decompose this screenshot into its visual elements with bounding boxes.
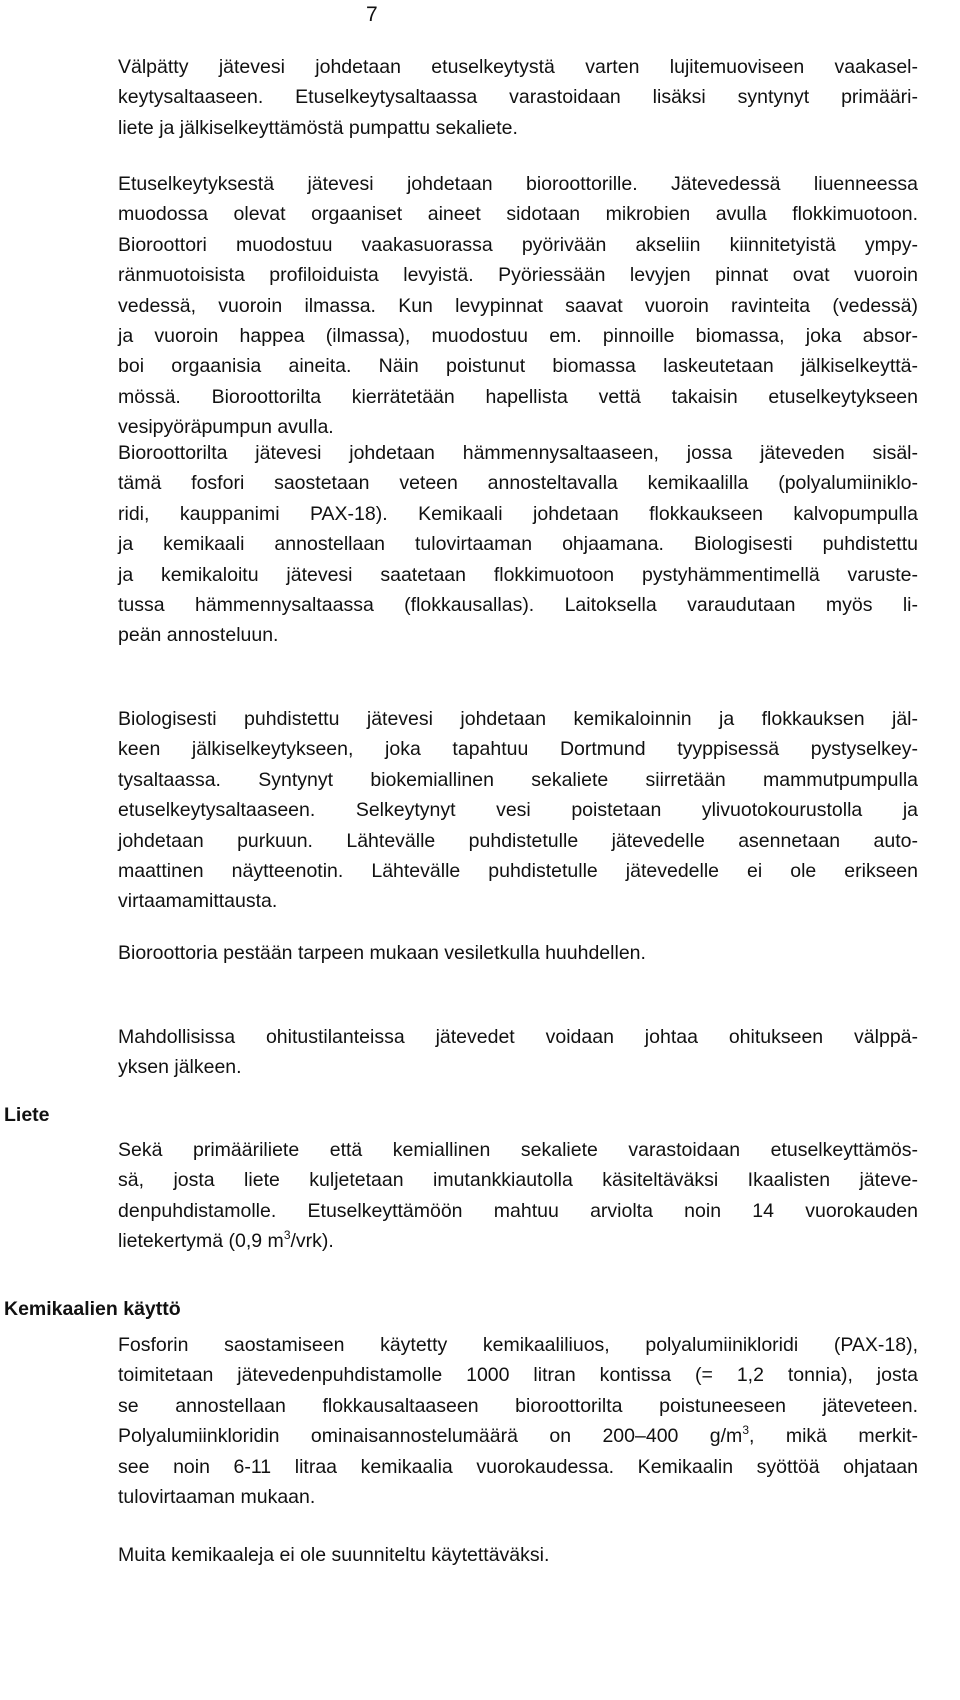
text-line: Välpätty jätevesi johdetaan etuselkeytystä varten lujitemuoviseen vaakasel- (118, 56, 918, 78)
superscript: 3 (742, 1422, 749, 1437)
text-line: Bioroottoria pestään tarpeen mukaan vesiletkulla huuhdellen. (118, 942, 646, 964)
text-line: Bioroottorilta jätevesi johdetaan hämmennysaltaaseen, jossa jäteveden sisäl- (118, 442, 918, 464)
paragraph-1 (118, 52, 918, 143)
paragraph-2 (118, 169, 918, 443)
text-line: ja kemikaloitu jätevesi saatetaan flokkimuotoon pystyhämmentimellä varuste- (118, 563, 918, 586)
text-line: yksen jälkeen. (118, 1056, 242, 1079)
text-line: Mahdollisissa ohitustilanteissa jätevedet voidaan johtaa ohitukseen välppä- (118, 1026, 918, 1048)
text-line: keen jälkiselkeytykseen, joka tapahtuu Dortmund tyyppisessä pystyselkey- (118, 738, 918, 761)
section-liete-text (118, 1135, 918, 1257)
text-line: liete ja jälkiselkeyttämöstä pumpattu sekaliete. (118, 116, 518, 139)
text-line: vedessä, vuoroin ilmassa. Kun levypinnat saavat vuoroin ravinteita (vedessä) (118, 294, 918, 317)
text-line: sä, josta liete kuljetetaan imutankkiautolla käsiteltäväksi Ikaalisten jäteve- (118, 1169, 918, 1192)
text-line: see noin 6-11 litraa kemikaalia vuorokaudessa. Kemikaalin syöttöä ohjataan (118, 1455, 918, 1478)
section-kemikaalit-final (118, 1540, 918, 1570)
text-line: Fosforin saostamiseen käytetty kemikaaliliuos, polyalumiinikloridi (PAX-18), (118, 1334, 918, 1356)
text-line: ränmuotoisista profiloiduista levyistä. Pyöriessään levyjen pinnat ovat vuoroin (118, 264, 918, 287)
text-line: ridi, kauppanimi PAX-18). Kemikaali johdetaan flokkaukseen kalvopumpulla (118, 502, 918, 525)
section-heading-kemikaalit: Kemikaalien käyttö (4, 1298, 181, 1320)
text-line (118, 1226, 918, 1256)
text-line: virtaamamittausta. (118, 890, 278, 913)
text-fragment: Polyalumiinkloridin ominaisannostelumäärä on 200–400 g/m (118, 1425, 743, 1448)
paragraph-5 (118, 938, 918, 968)
text-line: peän annosteluun. (118, 624, 279, 647)
paragraph-6 (118, 1022, 918, 1083)
text-line: keytysaltaaseen. Etuselkeytysaltaassa varastoidaan lisäksi syntynyt primääri- (118, 86, 918, 109)
text-fragment: /vrk). (290, 1230, 334, 1253)
text-line: se annostellaan flokkausaltaaseen bioroottorilta poistuneeseen jäteveteen. (118, 1394, 918, 1417)
text-line: Sekä primääriliete että kemiallinen sekaliete varastoidaan etuselkeyttämös- (118, 1139, 918, 1161)
paragraph-3 (118, 438, 918, 651)
text-line: tämä fosfori saostetaan veteen annosteltavalla kemikaalilla (polyalumiiniklo- (118, 472, 918, 495)
text-line: ja kemikaali annostellaan tulovirtaaman ohjaamana. Biologisesti puhdistettu (118, 533, 918, 556)
text-line: maattinen näytteenotin. Lähtevälle puhdistetulle jätevedelle ei ole erikseen (118, 860, 918, 883)
text-line: denpuhdistamolle. Etuselkeyttämöön mahtuu arviolta noin 14 vuorokauden (118, 1199, 918, 1222)
text-line: toimitetaan jätevedenpuhdistamolle 1000 litran kontissa (= 1,2 tonnia), josta (118, 1364, 918, 1387)
text-line: Bioroottori muodostuu vaakasuorassa pyörivään akseliin kiinnitetyistä ympy- (118, 233, 918, 256)
paragraph-4 (118, 704, 918, 917)
text-line: mössä. Bioroottorilta kierrätetään hapellista vettä takaisin etuselkeytykseen (118, 385, 918, 408)
section-kemikaalit-text (118, 1330, 918, 1512)
text-line: boi orgaanisia aineita. Näin poistunut biomassa laskeutetaan jälkiselkeyttä- (118, 355, 918, 378)
text-line: Etuselkeytyksestä jätevesi johdetaan bioroottorille. Jätevedessä liuenneessa (118, 173, 918, 195)
text-line: Muita kemikaaleja ei ole suunniteltu käytettäväksi. (118, 1544, 550, 1566)
text-line: etuselkeytysaltaaseen. Selkeytynyt vesi poistetaan ylivuotokourustolla ja (118, 799, 918, 822)
text-line: Biologisesti puhdistettu jätevesi johdetaan kemikaloinnin ja flokkauksen jäl- (118, 708, 918, 730)
page-number: 7 (366, 3, 378, 26)
text-fragment: , mikä merkit- (749, 1425, 918, 1448)
text-line (118, 1421, 918, 1451)
text-line: tulovirtaaman mukaan. (118, 1486, 316, 1509)
text-fragment: lietekertymä (0,9 m (118, 1230, 284, 1253)
text-line: vesipyöräpumpun avulla. (118, 416, 334, 439)
section-heading-liete: Liete (4, 1104, 50, 1126)
text-line: tussa hämmennysaltaassa (flokkausallas). Laitoksella varaudutaan myös li- (118, 594, 918, 617)
text-line: tysaltaassa. Syntynyt biokemiallinen sekaliete siirretään mammutpumpulla (118, 768, 918, 791)
superscript: 3 (283, 1227, 291, 1242)
text-line: muodossa olevat orgaaniset aineet sidotaan mikrobien avulla flokkimuotoon. (118, 203, 918, 226)
text-line: johdetaan purkuun. Lähtevälle puhdistetulle jätevedelle asennetaan auto- (118, 829, 918, 852)
text-line: ja vuoroin happea (ilmassa), muodostuu em. pinnoille biomassa, joka absor- (118, 325, 918, 348)
